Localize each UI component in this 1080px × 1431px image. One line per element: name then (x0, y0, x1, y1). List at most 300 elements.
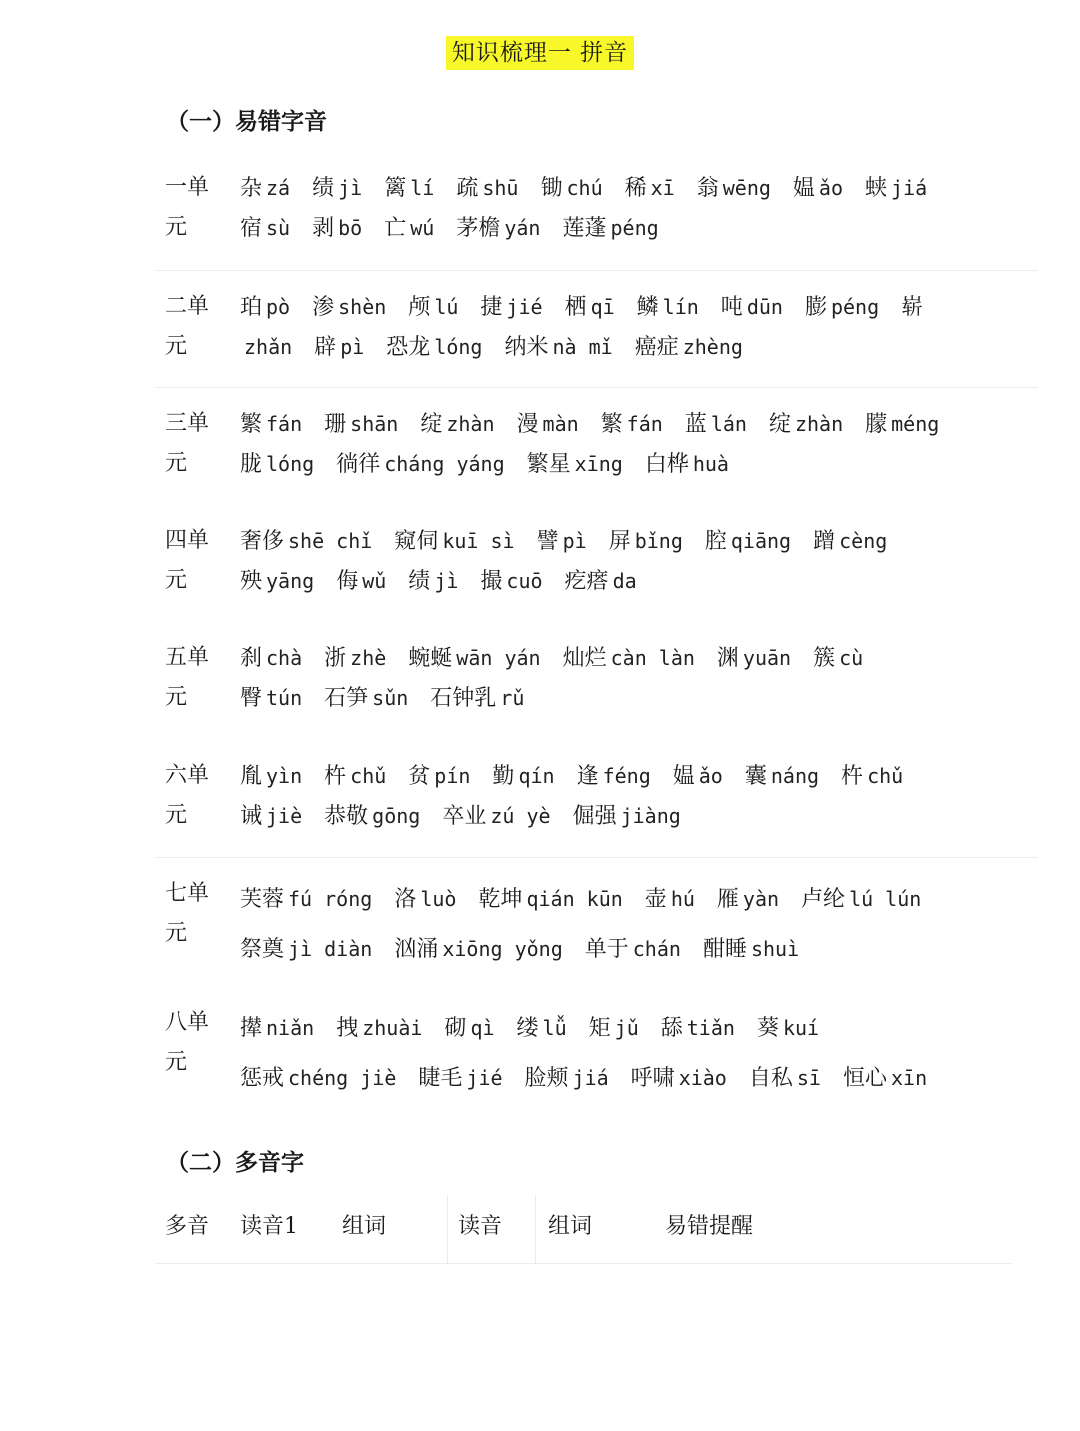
word-line (240, 1003, 1038, 1053)
hanzi: 拽 (336, 1016, 359, 1041)
word-entry (563, 638, 695, 679)
word-entry (805, 287, 879, 328)
header-words-2: 组词 (548, 1214, 593, 1239)
word-entry (324, 638, 386, 679)
word-entry (240, 327, 292, 368)
pinyin: jì (338, 176, 363, 200)
pinyin: yìn (266, 763, 303, 788)
hanzi: 膨 (804, 294, 827, 320)
unit-label: 一单元 (165, 175, 210, 240)
pinyin: xīng (574, 452, 623, 476)
word-entry (312, 168, 362, 209)
word-entry (240, 756, 302, 797)
hanzi: 自私 (748, 1066, 793, 1091)
word-entry (749, 1053, 821, 1104)
pinyin: bǐng (634, 528, 683, 553)
hanzi: 亡 (384, 216, 407, 241)
hanzi: 囊 (744, 763, 767, 789)
header-reading-1: 读音1 (240, 1214, 298, 1239)
word-entry (324, 678, 408, 719)
word-entry (757, 1003, 819, 1054)
pinyin: fán (266, 412, 303, 436)
word-entry (565, 561, 637, 602)
hanzi: 浙 (324, 646, 347, 671)
word-entry (444, 1003, 494, 1054)
pinyin: féng (602, 763, 651, 788)
hanzi: 锄 (540, 176, 563, 201)
word-line (240, 874, 1038, 924)
unit-label: 八单元 (165, 1010, 210, 1075)
word-entry (324, 796, 420, 837)
pinyin: ǎo (698, 763, 723, 788)
hanzi: 鳞 (636, 294, 659, 320)
word-entry (478, 874, 622, 925)
word-entry (703, 924, 799, 975)
word-entry (527, 444, 623, 485)
pinyin: nà mǐ (552, 334, 613, 359)
word-line (240, 638, 1038, 678)
hanzi: 朦 (865, 412, 888, 437)
pinyin: qiāng (730, 528, 792, 553)
hanzi: 颅 (408, 294, 431, 320)
word-line (240, 678, 1038, 718)
word-entry (240, 404, 302, 445)
word-entry (314, 327, 364, 368)
word-entry (480, 287, 542, 328)
word-entry (645, 874, 695, 925)
word-entry (517, 404, 579, 445)
pinyin: péng (830, 294, 880, 319)
word-entry (480, 561, 542, 602)
pinyin: jì (434, 568, 459, 593)
word-line (240, 924, 1038, 974)
pinyin: dūn (746, 294, 783, 319)
pinyin: bō (338, 216, 363, 240)
hanzi: 砌 (444, 1016, 467, 1041)
word-entry (801, 874, 921, 925)
hanzi: 胧 (240, 452, 263, 477)
pinyin: méng (891, 412, 940, 436)
hanzi: 珊 (324, 412, 347, 437)
pinyin: lǚ (542, 1016, 567, 1040)
word-entry (721, 287, 783, 328)
hanzi: 屏 (608, 528, 631, 554)
hanzi: 诫 (240, 803, 263, 829)
column-divider (535, 1195, 536, 1263)
hanzi: 奢侈 (240, 528, 285, 554)
hanzi: 疏 (456, 176, 479, 201)
pinyin: yuān (742, 646, 792, 670)
word-entry (540, 168, 602, 209)
unit-label: 六单元 (165, 762, 210, 828)
hanzi: 蛱 (865, 176, 888, 201)
word-entry (240, 561, 314, 602)
polyphonic-table-header (155, 1195, 1012, 1264)
word-line (240, 327, 1038, 367)
word-entry (442, 796, 550, 837)
unit-label: 七单元 (165, 881, 210, 946)
word-entry (240, 874, 372, 925)
word-entry (585, 924, 681, 975)
word-line (240, 796, 1038, 836)
hanzi: 芙蓉 (240, 887, 285, 912)
word-entry (240, 638, 302, 679)
hanzi: 胤 (240, 763, 263, 789)
unit-word-lines (240, 1003, 1038, 1103)
hanzi: 徜徉 (336, 452, 381, 477)
pinyin: lóng (434, 334, 483, 359)
pinyin: pì (562, 528, 587, 553)
pinyin: tún (266, 686, 303, 710)
pinyin: shuì (750, 937, 800, 961)
word-entry (631, 1053, 727, 1104)
word-entry (705, 521, 791, 562)
word-line (240, 521, 1038, 561)
word-line (240, 756, 1038, 796)
unit-row (155, 987, 1038, 1117)
word-entry (336, 1003, 422, 1054)
pinyin: fú róng (288, 887, 373, 911)
word-entry (408, 561, 458, 602)
pinyin: wēng (722, 176, 771, 200)
word-entry (394, 924, 562, 975)
unit-word-lines (240, 404, 1038, 484)
word-entry (843, 1053, 927, 1104)
hanzi: 恭敬 (324, 803, 369, 829)
word-entry (386, 327, 482, 368)
hanzi: 洛 (394, 887, 417, 912)
word-entry (625, 168, 675, 209)
word-entry (240, 444, 314, 485)
word-entry (240, 1003, 314, 1054)
pinyin: qī (590, 294, 615, 319)
word-entry (240, 1053, 396, 1104)
hanzi: 雁 (716, 887, 739, 912)
hanzi: 癌症 (634, 334, 679, 360)
hanzi: 疙瘩 (564, 568, 609, 594)
hanzi: 繁 (600, 412, 623, 437)
word-entry (394, 874, 456, 925)
pinyin: màn (542, 412, 579, 436)
hanzi: 舔 (660, 1016, 683, 1041)
pinyin: sǔn (372, 686, 409, 710)
pinyin: sī (796, 1066, 821, 1090)
hanzi: 乾坤 (478, 887, 523, 912)
title-highlight: 知识梳理一 拼音 (446, 36, 634, 70)
hanzi: 蜿蜒 (408, 646, 453, 671)
pinyin: lóng (266, 452, 315, 476)
pinyin: xīn (890, 1066, 928, 1090)
hanzi: 莲蓬 (562, 216, 607, 241)
word-entry (813, 638, 863, 679)
word-entry (865, 404, 939, 445)
hanzi: 壶 (644, 887, 667, 912)
word-entry (430, 678, 524, 719)
hanzi: 蓝 (684, 412, 707, 437)
word-entry (635, 327, 743, 368)
hanzi: 撵 (240, 1016, 263, 1041)
hanzi: 茅檐 (456, 216, 501, 241)
pinyin: lín (662, 294, 699, 319)
pinyin: zhèng (682, 334, 743, 359)
hanzi: 篱 (384, 176, 407, 201)
word-entry (336, 561, 386, 602)
hanzi: 石钟乳 (430, 686, 497, 711)
hanzi: 绽 (420, 412, 443, 437)
hanzi: 栖 (564, 294, 587, 320)
hanzi: 勤 (492, 763, 515, 789)
word-entry (601, 404, 663, 445)
unit-word-lines (240, 874, 1038, 974)
pinyin: pì (340, 334, 365, 359)
word-entry (645, 444, 729, 485)
word-entry (394, 521, 514, 562)
pinyin: càn làn (610, 646, 695, 670)
word-entry (240, 924, 372, 975)
pinyin: wān yán (456, 646, 541, 670)
header-polyphone: 多音 (165, 1214, 210, 1239)
hanzi: 倔强 (572, 803, 617, 829)
word-entry (717, 638, 791, 679)
pinyin: jì diàn (288, 937, 373, 961)
pinyin: wǔ (362, 568, 387, 593)
word-entry (517, 1003, 567, 1054)
hanzi: 譬 (536, 528, 559, 554)
hanzi: 酣睡 (702, 937, 747, 962)
hanzi: 脸颊 (524, 1066, 569, 1091)
pinyin: chǔ (867, 763, 904, 788)
hanzi: 葵 (756, 1016, 779, 1041)
unit-word-lines (240, 287, 1038, 367)
hanzi: 蹭 (813, 528, 836, 554)
word-entry (673, 756, 723, 797)
pinyin: chà (266, 646, 303, 670)
word-line (240, 287, 1038, 327)
word-line (240, 561, 1038, 601)
hanzi: 杂 (240, 176, 263, 201)
pinyin: qín (518, 763, 555, 788)
word-entry (745, 756, 819, 797)
pinyin: lú lún (849, 887, 922, 911)
unit-word-lines (240, 638, 1038, 718)
word-entry (525, 1053, 609, 1104)
hanzi: 卒业 (442, 803, 487, 829)
pinyin: cháng yáng (384, 452, 505, 476)
hanzi: 珀 (240, 294, 263, 320)
hanzi: 媪 (672, 763, 695, 789)
pinyin: xiào (678, 1066, 727, 1090)
pinyin: pín (434, 763, 471, 788)
hanzi: 逢 (576, 763, 599, 789)
pinyin: yàn (742, 887, 780, 911)
word-entry (717, 874, 779, 925)
word-entry (408, 756, 470, 797)
word-line (240, 404, 1038, 444)
section-heading-polyphonic: （二）多音字 (166, 1149, 304, 1176)
word-entry (312, 208, 362, 249)
hanzi: 捷 (480, 294, 503, 320)
unit-row (155, 622, 1038, 740)
hanzi: 漫 (516, 412, 539, 437)
hanzi: 刹 (240, 646, 263, 671)
header-error-tip: 易错提醒 (665, 1214, 754, 1239)
word-entry (661, 1003, 735, 1054)
word-entry (324, 756, 386, 797)
header-reading-2: 读音 (458, 1214, 503, 1239)
pinyin: jié (506, 294, 543, 319)
pinyin: náng (770, 763, 820, 788)
pinyin: lú (434, 294, 459, 319)
word-entry (573, 796, 681, 837)
hanzi: 繁 (240, 412, 263, 437)
hanzi: 卢纶 (801, 887, 846, 912)
unit-row (155, 270, 1038, 388)
pinyin: chú (566, 176, 603, 200)
pinyin: shē chǐ (288, 528, 373, 553)
pinyin: fán (626, 412, 663, 436)
hanzi: 吨 (720, 294, 743, 320)
document-title (0, 34, 1080, 67)
word-entry (240, 521, 372, 562)
pinyin: rǔ (500, 686, 525, 710)
word-entry (240, 287, 290, 328)
word-entry (456, 168, 518, 209)
word-entry (793, 168, 843, 209)
word-entry (901, 287, 927, 328)
pinyin: cèng (839, 528, 888, 553)
hanzi: 绩 (312, 176, 335, 201)
word-entry (312, 287, 386, 328)
pinyin: zhuài (362, 1016, 423, 1040)
hanzi: 绽 (768, 412, 791, 437)
pinyin: niǎn (266, 1016, 315, 1040)
word-entry (504, 327, 612, 368)
pinyin: yāng (266, 568, 315, 593)
pinyin: hú (670, 887, 695, 911)
hanzi: 媪 (792, 176, 815, 201)
hanzi: 白桦 (644, 452, 689, 477)
word-entry (565, 287, 615, 328)
word-entry (456, 208, 540, 249)
hanzi: 绩 (408, 568, 431, 594)
word-entry (336, 444, 504, 485)
word-entry (769, 404, 843, 445)
pinyin: jiàng (620, 803, 681, 828)
hanzi: 纳米 (504, 334, 549, 360)
pinyin: zú yè (490, 803, 551, 828)
hanzi: 呼啸 (630, 1066, 675, 1091)
pinyin: qián kūn (526, 887, 623, 911)
word-line (240, 208, 1038, 248)
pinyin: zhǎn (244, 334, 293, 359)
word-entry (384, 168, 434, 209)
word-entry (637, 287, 699, 328)
unit-label: 四单元 (165, 527, 210, 593)
pinyin: jiè (266, 803, 303, 828)
pinyin: kuī sì (442, 528, 515, 553)
pinyin: yán (504, 216, 541, 240)
hanzi: 辟 (314, 334, 337, 360)
hanzi: 臀 (240, 686, 263, 711)
hanzi: 单于 (584, 937, 629, 962)
word-line (240, 168, 1038, 208)
word-entry (609, 521, 683, 562)
word-entry (589, 1003, 639, 1054)
pinyin: shān (350, 412, 399, 436)
pinyin: zhè (350, 646, 387, 670)
pinyin: xī (650, 176, 675, 200)
pinyin: zá (266, 176, 291, 200)
word-entry (685, 404, 747, 445)
hanzi: 渗 (312, 294, 335, 320)
hanzi: 宿 (240, 216, 263, 241)
unit-row (155, 505, 1038, 623)
unit-row (155, 152, 1038, 270)
pinyin: xiōng yǒng (442, 937, 563, 961)
section-heading-error-prone-sounds: （一）易错字音 (166, 108, 327, 135)
header-words-1: 组词 (342, 1214, 387, 1239)
word-entry (324, 404, 398, 445)
hanzi: 汹涌 (394, 937, 439, 962)
hanzi: 侮 (336, 568, 359, 594)
word-entry (418, 1053, 502, 1104)
word-entry (408, 287, 458, 328)
word-line (240, 444, 1038, 484)
pinyin: péng (610, 216, 659, 240)
hanzi: 渊 (716, 646, 739, 671)
word-entry (697, 168, 771, 209)
pinyin: da (612, 568, 637, 593)
hanzi: 殃 (240, 568, 263, 594)
pinyin: shèn (338, 294, 387, 319)
unit-word-lines (240, 168, 1038, 248)
word-entry (384, 208, 434, 249)
hanzi: 惩戒 (240, 1066, 285, 1091)
pinyin: jǔ (614, 1016, 639, 1040)
unit-word-lines (240, 521, 1038, 601)
pinyin: zhàn (446, 412, 495, 436)
hanzi: 簇 (813, 646, 836, 671)
hanzi: 祭奠 (240, 937, 285, 962)
word-entry (492, 756, 554, 797)
pinyin: tiǎn (686, 1016, 735, 1040)
hanzi: 睫毛 (418, 1066, 463, 1091)
pinyin: jié (466, 1066, 503, 1090)
pinyin: qì (470, 1016, 495, 1040)
hanzi: 缕 (516, 1016, 539, 1041)
column-divider (447, 1195, 448, 1263)
pinyin: zhàn (794, 412, 844, 436)
unit-row (155, 857, 1038, 987)
word-entry (577, 756, 651, 797)
hanzi: 矩 (588, 1016, 611, 1041)
unit-label: 五单元 (165, 645, 210, 710)
pinyin: lí (410, 176, 435, 200)
unit-label: 三单元 (165, 411, 210, 476)
hanzi: 撮 (480, 568, 503, 594)
pinyin: sù (266, 216, 291, 240)
pinyin: chán (632, 937, 681, 961)
unit-row (155, 387, 1038, 505)
pinyin: cuō (506, 568, 543, 593)
hanzi: 恒心 (842, 1066, 887, 1091)
word-entry (240, 168, 290, 209)
word-entry (420, 404, 494, 445)
pinyin: cù (839, 646, 864, 670)
hanzi: 腔 (704, 528, 727, 554)
pinyin: wú (410, 216, 435, 240)
unit-row (155, 740, 1038, 858)
